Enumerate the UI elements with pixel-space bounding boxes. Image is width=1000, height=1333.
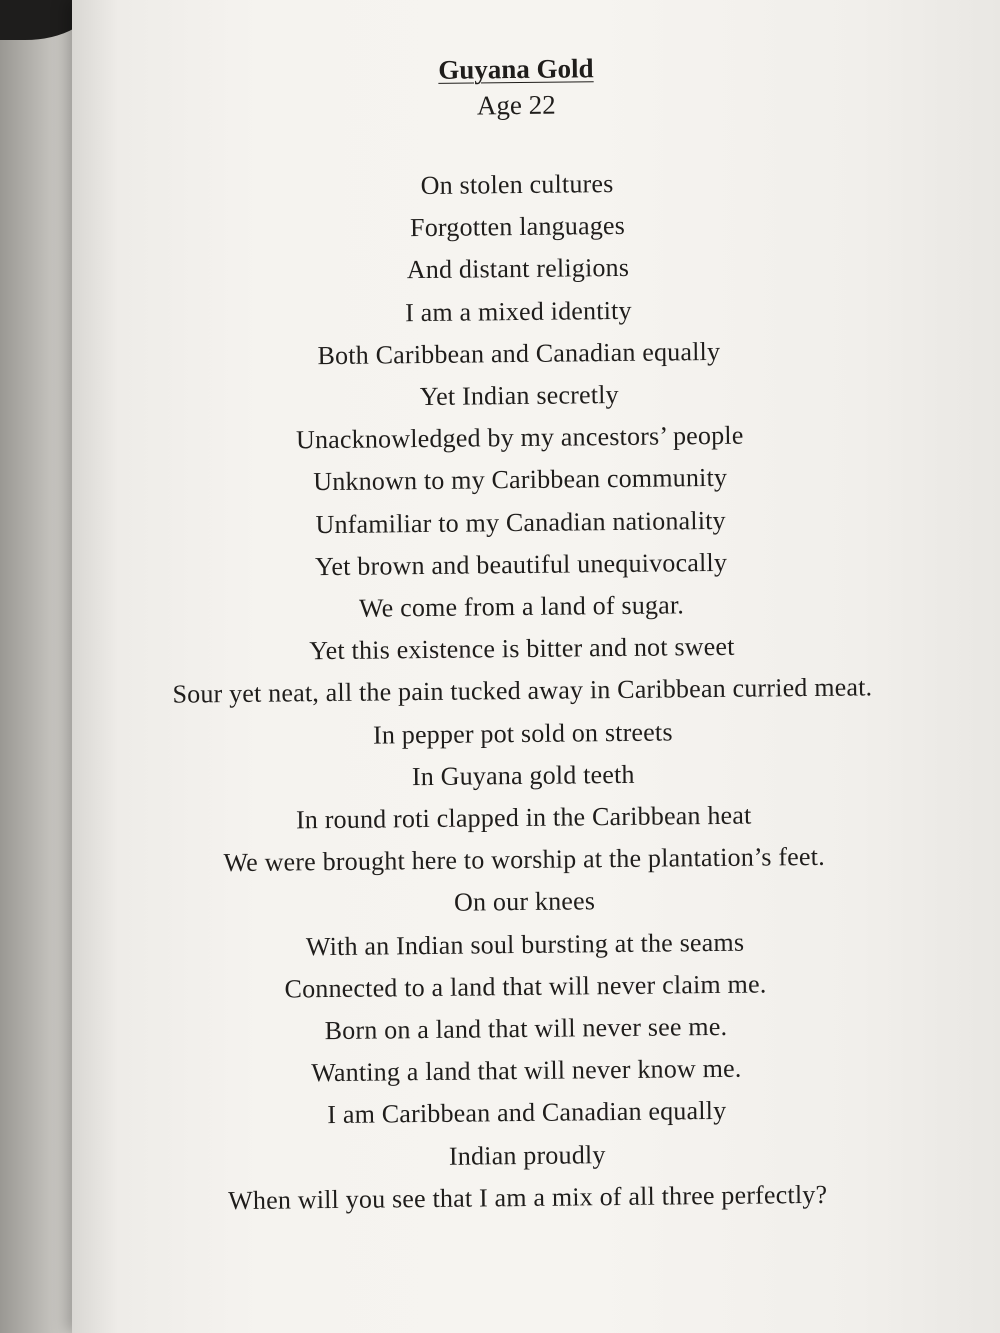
poem-title: Guyana Gold [438,53,594,85]
poem-line: We come from a land of sugar. [358,590,685,623]
poem-line: Born on a land that will never see me. [324,1011,728,1046]
poem-line: When will you see that I am a mix of all three perfectly? [228,1179,828,1215]
poem-line: Forgotten languages [409,211,626,243]
poem-line: Yet Indian secretly [419,379,619,412]
poem-line: Indian proudly [448,1139,606,1171]
poem-line: Sour yet neat, all the pain tucked away in Caribbean curried meat. [172,672,873,710]
poem-line: Both Caribbean and Canadian equally [317,336,721,370]
poem-lines [67,159,978,1223]
poem-line: Yet this existence is bitter and not sweet [309,632,735,666]
poem-line: With an Indian soul bursting at the seams [305,927,745,961]
poem-line: And distant religions [406,253,630,285]
poem-line: I am a mixed identity [404,295,632,327]
poem-subtitle: Age 22 [476,89,556,121]
poem-line: Wanting a land that will never know me. [311,1053,742,1088]
poem-line: I am Caribbean and Canadian equally [327,1096,727,1130]
poem [66,47,978,1223]
poem-line: On stolen cultures [420,169,614,201]
poem-line: Unfamiliar to my Canadian nationality [315,505,726,539]
poem-line: On our knees [453,886,596,918]
poem-line: We were brought here to worship at the plantation’s feet. [223,842,825,878]
poem-line: Yet brown and beautiful unequivocally [314,547,728,581]
poem-line: In round roti clapped in the Caribbean heat [295,800,752,835]
poem-line: In Guyana gold teeth [411,759,635,792]
poem-line: Unknown to my Caribbean community [313,463,728,497]
poem-line: Connected to a land that will never claim me. [284,969,767,1004]
poem-line: Unacknowledged by my ancestors’ people [295,420,744,455]
poem-line: In pepper pot sold on streets [372,717,673,750]
book-page [72,0,1000,1333]
